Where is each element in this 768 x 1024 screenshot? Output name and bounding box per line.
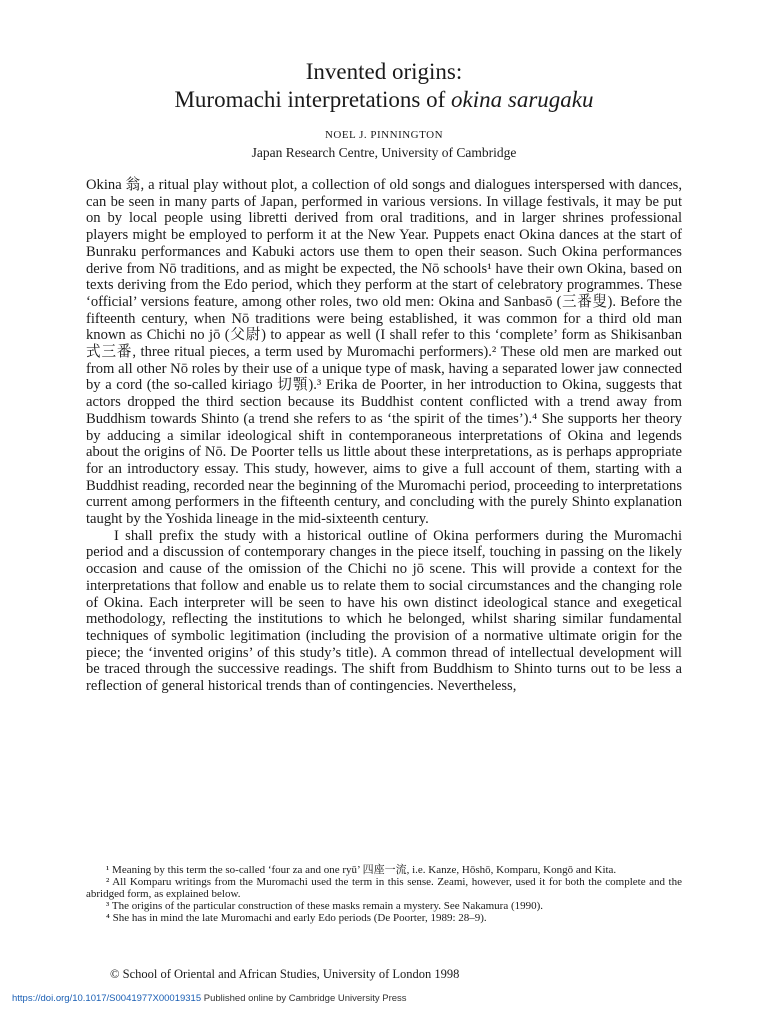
article-title-line1: Invented origins: xyxy=(305,59,463,84)
body-paragraph-1: Okina 翁, a ritual play without plot, a collection of old songs and dialogues interspersed with dances, can be seen in many parts of Japan, performed in various versions. In village festivals, it may be put on by local people using libretti derived from oral traditions, and in larger shrines professional players might be employed to perform it at the New Year. Puppets enact Okina dances at the start of Bunraku performances and Kabuki actors use them to open their season. Such Okina performances derive from Nō traditions, and as might be expected, the Nō schools¹ have their own Okina, based on texts deriving from the Edo period, which they perform at the start of celebratory programmes. These ‘official’ versions feature, among other roles, two old men: Okina and Sanbasō (三番叟). Before the fifteenth century, when Nō traditions were being established, it was common for a third old man known as Chichi no jō (父尉) to appear as well (I shall refer to this ‘complete’ form as Shikisanban 式三番, three ritual pieces, a term used by Muromachi performers).² These old men are marked out from all other Nō roles by their use of a unique type of mask, having a separated lower jaw connected by a cord (the so-called kiriago 切顎).³ Erika de Poorter, in her introduction to Okina, suggests that actors dropped the third section because its Buddhist content conflicted with a trend away from Buddhism towards Shinto (a trend she refers to as ‘the spirit of the times’).⁴ She supports her theory by adducing a similar ideological shift in contemporaneous interpretations of Okina and legends about the origins of Nō. De Poorter tells us little about these interpretations, as is perhaps appropriate for an introductory essay. This study, however, aims to give a full account of them, starting with a Buddhist reading, recorded near the beginning of the Muromachi period, proceeding to interpretations current among performers in the fifteenth century, and concluding with the purely Shinto explanation taught by the Yoshida lineage in the mid-sixteenth century. xyxy=(86,177,682,528)
doi-line xyxy=(12,993,407,1004)
footnotes xyxy=(86,864,682,924)
author-affiliation: Japan Research Centre, University of Cambridge xyxy=(251,145,517,160)
body-paragraph-2: I shall prefix the study with a historical outline of Okina performers during the Muromachi period and a discussion of contemporary changes in the piece itself, touching in passing on the likely occasion and cause of the omission of the Chichi no jō scene. This will provide a context for the interpretations that follow and enable us to relate them to social circumstances and the changing role of Okina. Each interpreter will be seen to have his own distinct ideological stance and exegetical methodology, reflecting the institutions to which he belonged, whilst sharing similar fundamental techniques of symbolic legitimation (including the provision of a normative ultimate origin for the piece; the ‘invented origins’ of this study’s title). A common thread of intellectual development will be traced through the successive readings. The shift from Buddhism to Shinto turns out to be less a reflection of general historical trends than of contingencies. Nevertheless, xyxy=(86,527,682,695)
title-italic: okina sarugaku xyxy=(451,87,594,112)
article-body xyxy=(86,177,682,695)
title-prefix: Muromachi interpretations of xyxy=(174,87,452,112)
footnote-2: ² All Komparu writings from the Muromachi used the term in this sense. Zeami, however, used it for both the complete and the abridged form, as explained below. xyxy=(86,876,682,900)
footnote-4: ⁴ She has in mind the late Muromachi and early Edo periods (De Poorter, 1989: 28–9). xyxy=(106,912,487,924)
author-name: NOEL J. PINNINGTON xyxy=(324,129,444,141)
footnote-1: ¹ Meaning by this term the so-called ‘four za and one ryū’ 四座一流, i.e. Kanze, Hōshō, Komparu, Kongō and Kita. xyxy=(106,864,617,876)
footnote-3: ³ The origins of the particular construction of these masks remain a mystery. See Nakamura (1990). xyxy=(106,900,544,912)
published-online-text: Published online by Cambridge University Press xyxy=(201,993,407,1004)
copyright-notice: © School of Oriental and African Studies, University of London 1998 xyxy=(110,967,460,981)
article-title-line2 xyxy=(86,86,682,114)
doi-link[interactable]: https://doi.org/10.1017/S0041977X00019315 xyxy=(12,993,202,1004)
